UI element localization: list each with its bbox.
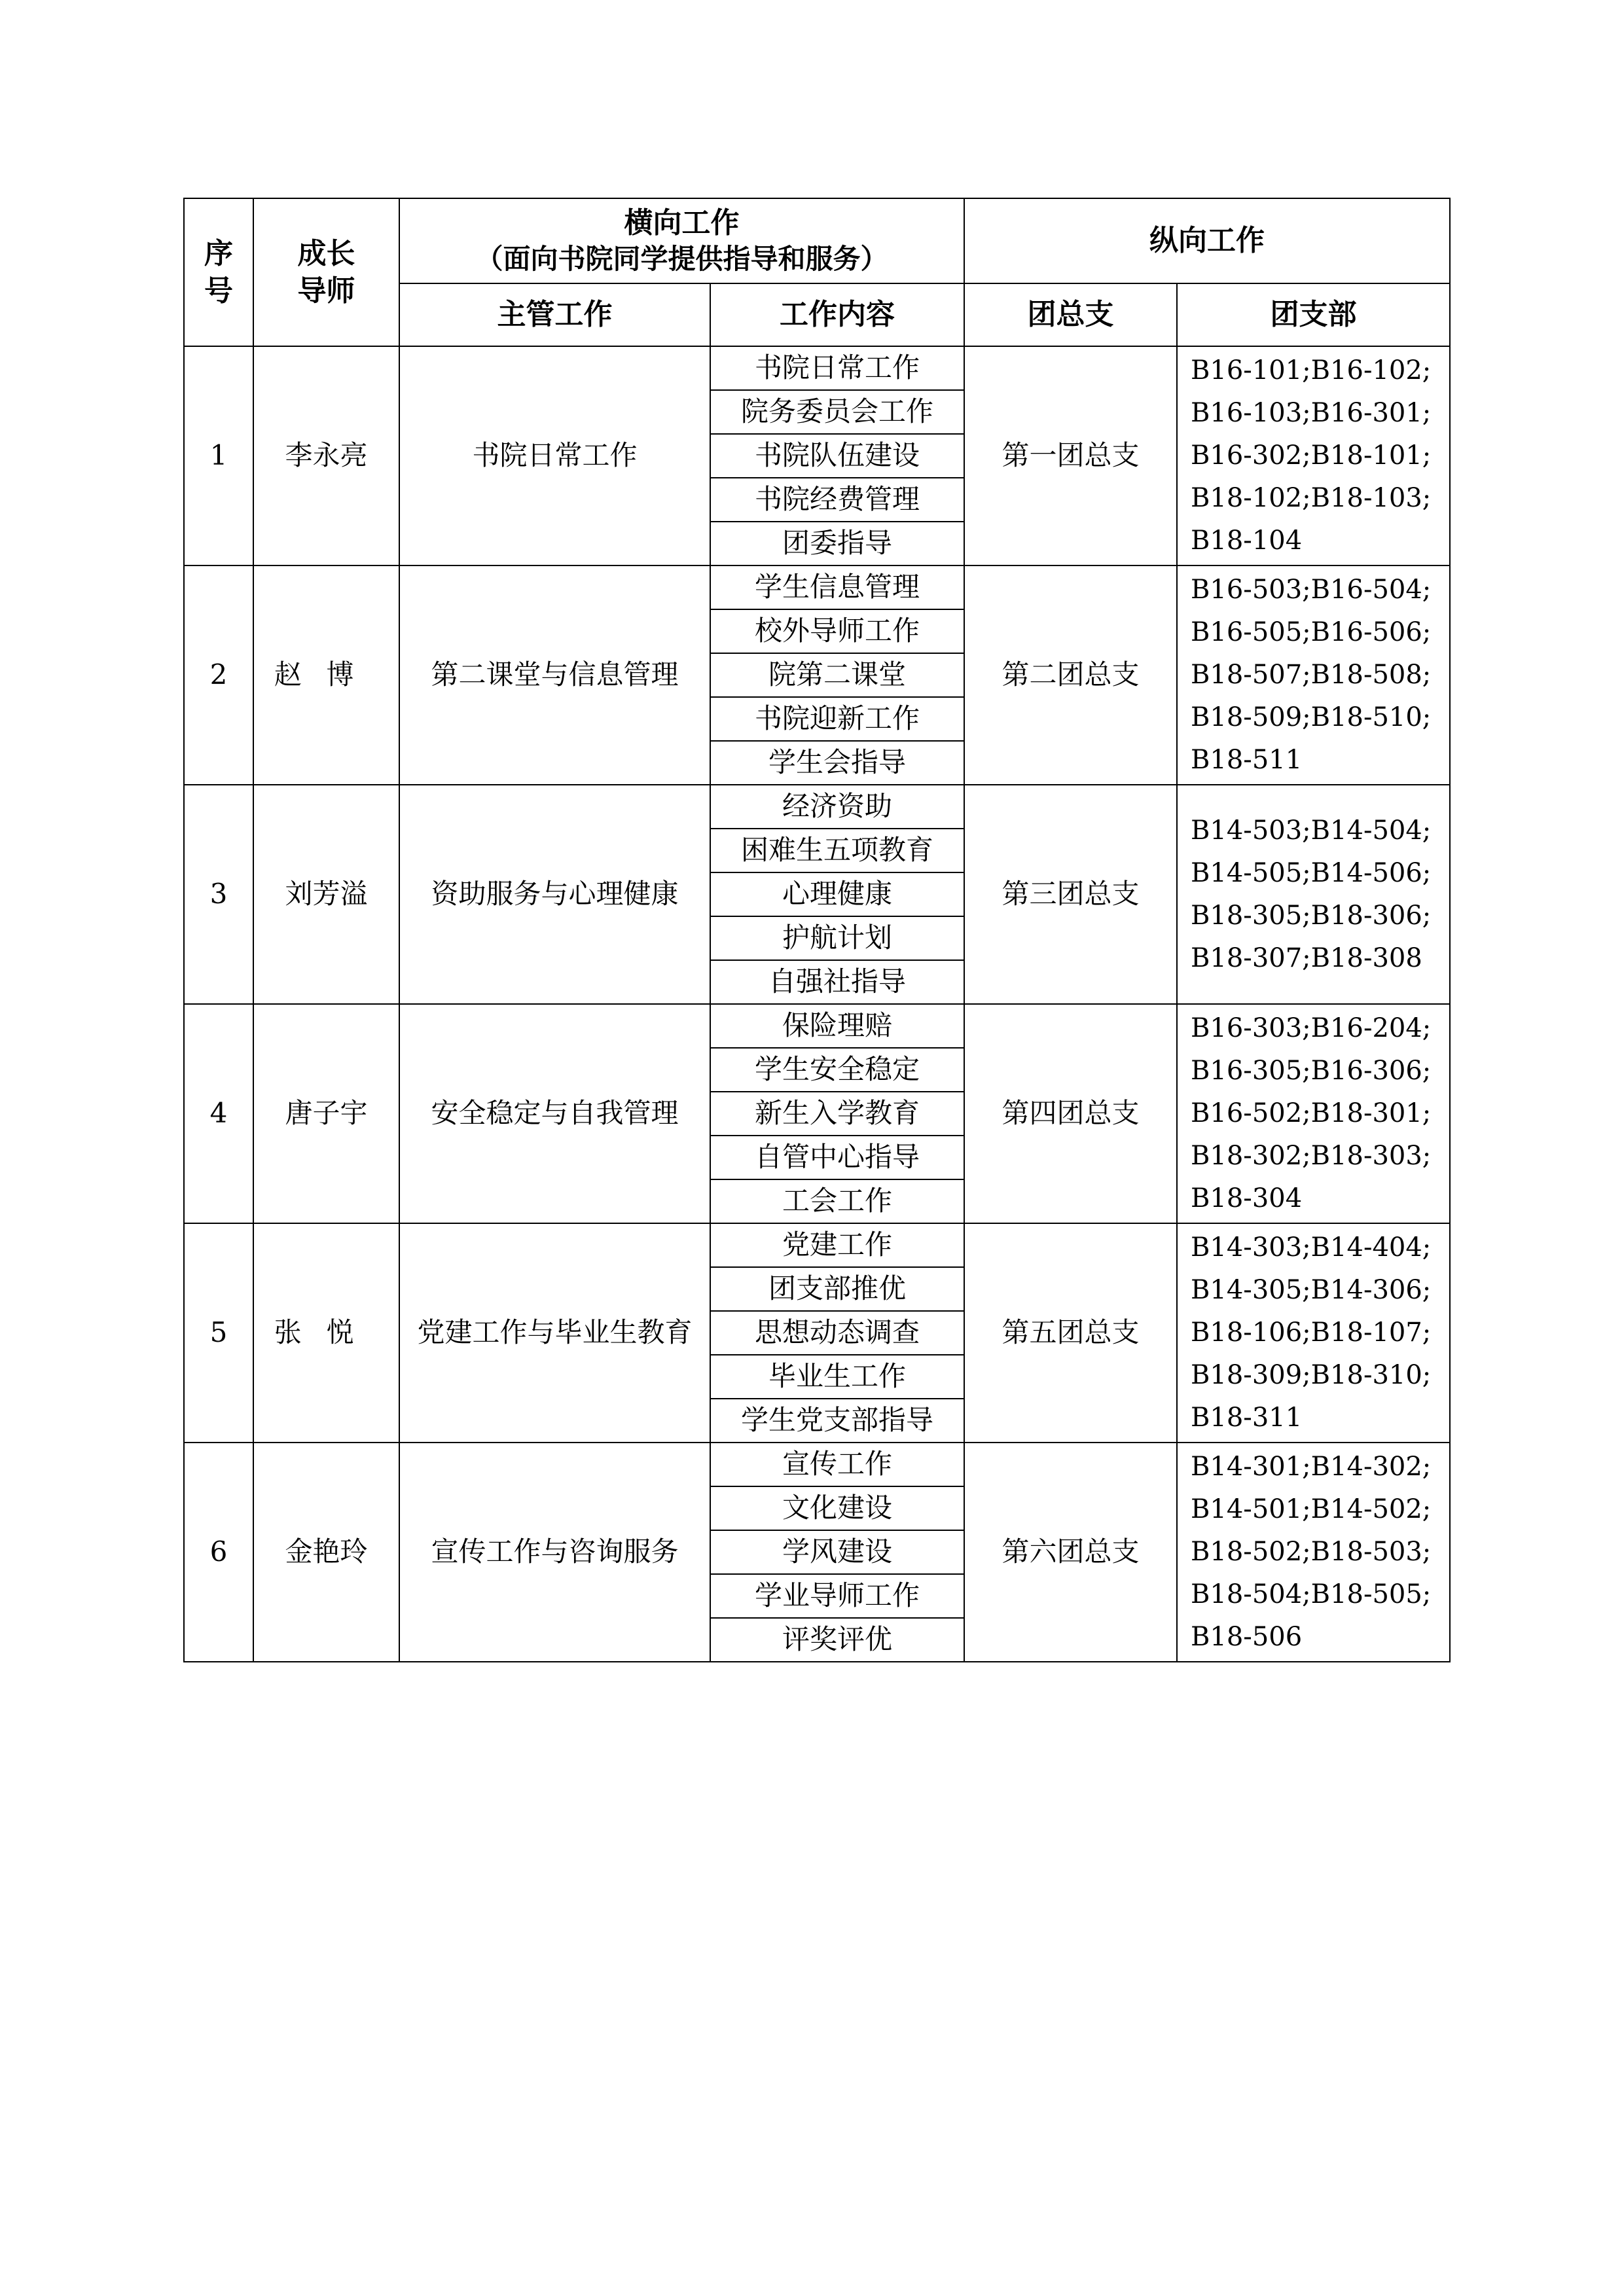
- row-task: 保险理赔: [710, 1004, 964, 1048]
- header-vertical-work: 纵向工作: [964, 198, 1450, 283]
- row-index: 4: [184, 1004, 253, 1223]
- row-mentor: 金艳玲: [253, 1443, 399, 1662]
- row-task: 书院队伍建设: [710, 434, 964, 478]
- header-league-general: 团总支: [964, 283, 1177, 346]
- header-index-line2: 号: [204, 274, 233, 308]
- row-task: 学风建设: [710, 1530, 964, 1574]
- row-main-work: 党建工作与毕业生教育: [399, 1223, 710, 1443]
- table-row: [184, 1443, 1450, 1486]
- row-task: 书院迎新工作: [710, 697, 964, 741]
- row-main-work: 书院日常工作: [399, 346, 710, 565]
- row-mentor: 张悦: [253, 1223, 399, 1443]
- row-main-work: 宣传工作与咨询服务: [399, 1443, 710, 1662]
- row-task: 团支部推优: [710, 1267, 964, 1311]
- header-work-content: 工作内容: [710, 283, 964, 346]
- row-index: 5: [184, 1223, 253, 1443]
- row-task: 党建工作: [710, 1223, 964, 1267]
- row-task: 思想动态调查: [710, 1311, 964, 1355]
- row-task: 自管中心指导: [710, 1136, 964, 1179]
- table-body: [184, 346, 1450, 1662]
- row-task: 新生入学教育: [710, 1092, 964, 1136]
- row-index: 1: [184, 346, 253, 565]
- row-task: 学业导师工作: [710, 1574, 964, 1618]
- row-task: 毕业生工作: [710, 1355, 964, 1399]
- row-task: 经济资助: [710, 785, 964, 829]
- row-task: 工会工作: [710, 1179, 964, 1223]
- row-branches: B14-301;B14-302;B14-501;B14-502;B18-502;B18-503;B18-504;B18-505;B18-506: [1177, 1443, 1450, 1662]
- row-branches: B16-303;B16-204;B16-305;B16-306;B16-502;B18-301;B18-302;B18-303;B18-304: [1177, 1004, 1450, 1223]
- mentor-assignment-table: [183, 198, 1451, 1662]
- row-task: 团委指导: [710, 522, 964, 565]
- row-general-branch: 第二团总支: [964, 565, 1177, 785]
- row-task: 校外导师工作: [710, 609, 964, 653]
- row-main-work: 安全稳定与自我管理: [399, 1004, 710, 1223]
- row-general-branch: 第四团总支: [964, 1004, 1177, 1223]
- row-task: 学生信息管理: [710, 565, 964, 609]
- table-row: [184, 785, 1450, 829]
- table-row: [184, 346, 1450, 390]
- row-branches: B16-101;B16-102;B16-103;B16-301;B16-302;B18-101;B18-102;B18-103;B18-104: [1177, 346, 1450, 565]
- row-task: 学生安全稳定: [710, 1048, 964, 1092]
- row-task: 院务委员会工作: [710, 390, 964, 434]
- table-row: [184, 565, 1450, 609]
- row-task: 宣传工作: [710, 1443, 964, 1486]
- header-league-branch: 团支部: [1177, 283, 1450, 346]
- header-horizontal-subtitle: （面向书院同学提供指导和服务）: [475, 243, 888, 276]
- row-task: 学生会指导: [710, 741, 964, 785]
- row-index: 6: [184, 1443, 253, 1662]
- header-main-work: 主管工作: [399, 283, 710, 346]
- table-row: [184, 1004, 1450, 1048]
- row-general-branch: 第三团总支: [964, 785, 1177, 1004]
- header-mentor: [253, 198, 399, 346]
- row-general-branch: 第一团总支: [964, 346, 1177, 565]
- header-mentor-line1: 成长: [297, 236, 355, 270]
- row-task: 护航计划: [710, 916, 964, 960]
- header-index: [184, 198, 253, 346]
- row-task: 学生党支部指导: [710, 1399, 964, 1443]
- row-branches: B14-303;B14-404;B14-305;B14-306;B18-106;B18-107;B18-309;B18-310;B18-311: [1177, 1223, 1450, 1443]
- row-task: 书院经费管理: [710, 478, 964, 522]
- header-index-line1: 序: [204, 236, 233, 270]
- row-branches: B16-503;B16-504;B16-505;B16-506;B18-507;B18-508;B18-509;B18-510;B18-511: [1177, 565, 1450, 785]
- row-task: 自强社指导: [710, 960, 964, 1004]
- row-mentor: 赵博: [253, 565, 399, 785]
- row-branches: B14-503;B14-504;B14-505;B14-506;B18-305;B18-306;B18-307;B18-308: [1177, 785, 1450, 1004]
- row-task: 文化建设: [710, 1486, 964, 1530]
- row-general-branch: 第六团总支: [964, 1443, 1177, 1662]
- row-mentor: 李永亮: [253, 346, 399, 565]
- header-horizontal-title: 横向工作: [624, 206, 740, 240]
- header-horizontal-work: [399, 198, 964, 283]
- row-task: 书院日常工作: [710, 346, 964, 390]
- row-task: 困难生五项教育: [710, 829, 964, 872]
- row-mentor: 刘芳溢: [253, 785, 399, 1004]
- row-main-work: 第二课堂与信息管理: [399, 565, 710, 785]
- row-index: 2: [184, 565, 253, 785]
- row-task: 心理健康: [710, 872, 964, 916]
- table-row: [184, 1223, 1450, 1267]
- header-mentor-line2: 导师: [297, 274, 355, 308]
- row-task: 院第二课堂: [710, 653, 964, 697]
- row-general-branch: 第五团总支: [964, 1223, 1177, 1443]
- row-task: 评奖评优: [710, 1618, 964, 1662]
- row-mentor: 唐子宇: [253, 1004, 399, 1223]
- row-main-work: 资助服务与心理健康: [399, 785, 710, 1004]
- row-index: 3: [184, 785, 253, 1004]
